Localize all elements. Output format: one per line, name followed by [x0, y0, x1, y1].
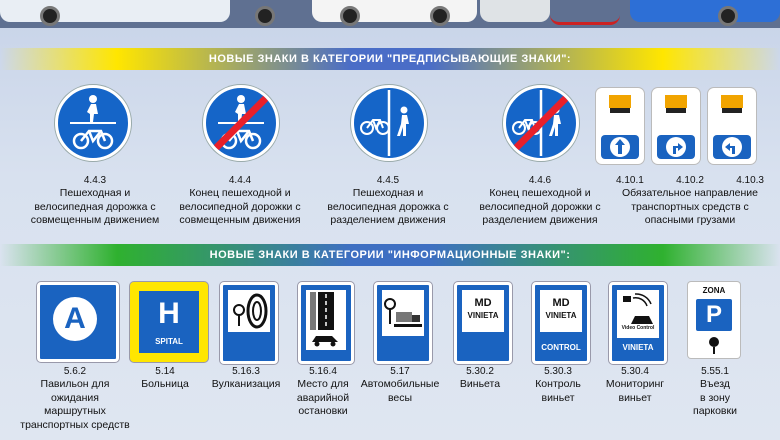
sign-line-control: CONTROL — [541, 343, 581, 352]
truck-chassis-icon — [610, 108, 630, 113]
sign-desc-line: разделением движения — [330, 214, 446, 226]
bus-image — [0, 0, 230, 22]
sign-item-4-4-3 — [25, 175, 165, 228]
sign-desc-line: велосипедной дорожки с — [479, 200, 601, 213]
sign-code: 5.30.4 — [621, 366, 649, 377]
sign-pedestrian-bicycle-shared — [55, 85, 131, 161]
sign-desc-line: велосипедная дорожка с — [327, 200, 449, 213]
sign-bus-pavilion — [37, 282, 119, 362]
sign-desc-line: совмещенным движения — [179, 214, 301, 226]
sign-desc-line: остановки — [298, 405, 348, 417]
sign-code: 4.4.6 — [528, 175, 552, 186]
sign-hospital — [130, 282, 208, 362]
sign-code: 5.14 — [155, 366, 175, 377]
parking-meter-icon — [704, 336, 724, 354]
sign-line-md: MD — [474, 297, 492, 309]
sign-code: 4.4.4 — [228, 175, 252, 186]
sign-desc-line: Обязательное направление — [621, 187, 759, 199]
van-image — [480, 0, 550, 22]
sign-desc-line: транспортных средств — [20, 418, 130, 431]
blue-car-image — [630, 0, 780, 22]
sign-desc-line: Виньета — [459, 378, 501, 390]
arrow-panel — [601, 135, 639, 159]
sign-desc-line: Вулканизация — [211, 378, 281, 390]
bus-wheel — [255, 6, 275, 26]
scales-truck-icon — [382, 290, 424, 336]
sign-code: 4.10.2 — [676, 175, 704, 186]
bus-wheel — [40, 6, 60, 26]
sign-item-5-16-4 — [283, 366, 363, 419]
sign-desc-line: Контроль — [535, 378, 581, 390]
sign-desc-line: Больница — [141, 378, 189, 390]
sign-letter: P — [705, 301, 722, 328]
truck-cargo-icon — [721, 95, 743, 108]
sign-code: 5.30.2 — [466, 366, 494, 377]
vehicles-strip — [0, 0, 780, 28]
sign-desc-line: виньет — [541, 391, 575, 404]
sign-desc-line: ожидания маршрутных — [44, 391, 106, 417]
sign-line-vinieta: VINIETA — [545, 311, 577, 320]
sign-code: 5.17 — [390, 366, 410, 377]
car-image — [312, 0, 477, 22]
arrow-left-turn-icon — [713, 135, 751, 159]
sign-end-pedestrian-bicycle-separated — [503, 85, 579, 161]
prescriptive-banner: НОВЫЕ ЗНАКИ В КАТЕГОРИИ "ПРЕДПИСЫВАЮЩИЕ ЗНАКИ": — [0, 48, 780, 70]
sign-code: 5.16.3 — [232, 366, 260, 377]
sign-code: 4.4.5 — [376, 175, 400, 186]
sign-code: 5.55.1 — [701, 366, 729, 377]
sign-desc-line: велосипедной дорожки с — [179, 200, 301, 213]
sign-item-5-6-2 — [20, 366, 130, 432]
sign-code: 5.30.3 — [544, 366, 572, 377]
truck-chassis-icon — [666, 108, 686, 113]
sign-desc-line: парковки — [693, 405, 737, 417]
sign-letter: A — [64, 302, 86, 335]
end-pedestrian-bicycle-icon — [206, 88, 276, 158]
sign-vignette-monitoring — [609, 282, 667, 364]
truck-cargo-icon — [609, 95, 631, 108]
truck-cargo-icon — [665, 95, 687, 108]
sign-emergency-stop — [298, 282, 354, 364]
sign-truck-scales — [374, 282, 432, 364]
tire-icon — [228, 290, 270, 332]
sign-desc-line: совмещенным движением — [30, 214, 160, 226]
sign-desc-line: Конец пешеходной и — [489, 187, 591, 199]
arrow-panel — [657, 135, 695, 159]
camera-car-icon — [617, 290, 659, 330]
sign-parking-zone — [688, 282, 740, 358]
sign-code: 4.10.3 — [736, 175, 764, 186]
sign-vignette-control — [532, 282, 590, 364]
sign-desc-line: Павильон для — [40, 378, 110, 390]
pedestrian-bicycle-icon — [58, 88, 128, 158]
sign-letter: H — [158, 297, 180, 330]
sign-desc-line: в зону — [699, 391, 731, 404]
sign-subtext: SPITAL — [155, 337, 183, 346]
sign-item-5-16-3 — [196, 366, 296, 392]
sign-code: 4.4.3 — [83, 175, 107, 186]
sign-hazardous-cargo-straight — [596, 88, 644, 164]
sign-desc-line: опасными грузами — [644, 214, 736, 226]
sign-hazardous-cargo-left — [708, 88, 756, 164]
sign-desc-line: Пешеходная и — [352, 187, 424, 199]
sign-desc-line: разделением движения — [482, 214, 598, 226]
end-pedestrian-bicycle-separated-icon — [506, 88, 576, 158]
sign-desc-line: весы — [387, 391, 413, 404]
bicycle-image — [550, 0, 620, 25]
sign-desc-line: Пешеходная и — [59, 187, 131, 199]
car-wheel — [430, 6, 450, 26]
sign-desc-line: транспортных средств с — [631, 200, 749, 213]
sign-item-4-4-5 — [318, 175, 458, 228]
sign-desc-line: аварийной — [296, 391, 350, 404]
truck-chassis-icon — [722, 108, 742, 113]
sign-vignette — [454, 282, 512, 364]
pedestrian-bicycle-separated-icon — [354, 88, 424, 158]
sign-code: 4.10.1 — [616, 175, 644, 186]
sign-item-4-4-6 — [470, 175, 610, 228]
informational-banner: НОВЫЕ ЗНАКИ В КАТЕГОРИИ "ИНФОРМАЦИОННЫЕ ЗНАКИ": — [0, 244, 780, 266]
sign-item-4-4-4 — [170, 175, 310, 228]
sign-desc-line: Мониторинг — [605, 378, 665, 390]
sign-item-5-55-1 — [675, 366, 755, 419]
sign-code: 5.6.2 — [63, 366, 87, 377]
sign-code: 5.16.4 — [309, 366, 337, 377]
sign-codes-row — [610, 175, 770, 187]
sign-desc-line: велосипедная дорожка с — [34, 200, 156, 213]
sign-tire-service — [220, 282, 278, 364]
emergency-lane-icon — [306, 290, 346, 350]
sign-desc-line: Автомобильные — [360, 378, 440, 390]
sign-desc-line: Въезд — [700, 378, 730, 390]
sign-pedestrian-bicycle-separated — [351, 85, 427, 161]
car-wheel — [718, 6, 738, 26]
sign-line-md: MD — [552, 297, 570, 309]
sign-desc-line: виньет — [618, 391, 652, 404]
sign-line-vinieta: VINIETA — [622, 343, 654, 352]
car-wheel — [340, 6, 360, 26]
sign-zone-label: ZONA — [702, 286, 726, 295]
sign-line-vinieta: VINIETA — [467, 311, 499, 320]
sign-item-5-30-3 — [518, 366, 598, 405]
arrow-panel — [713, 135, 751, 159]
sign-item-4-10 — [610, 175, 770, 228]
sign-desc-line: Конец пешеходной и — [189, 187, 291, 199]
sign-desc-line: Место для — [297, 378, 349, 390]
sign-item-5-30-4 — [595, 366, 675, 405]
sign-item-5-17 — [352, 366, 448, 405]
sign-line-video-control: Video Control — [621, 325, 655, 331]
sign-item-5-30-2 — [440, 366, 520, 392]
arrow-up-icon — [601, 135, 639, 159]
sign-hazardous-cargo-right — [652, 88, 700, 164]
arrow-right-turn-icon — [657, 135, 695, 159]
sign-end-pedestrian-bicycle-shared — [203, 85, 279, 161]
